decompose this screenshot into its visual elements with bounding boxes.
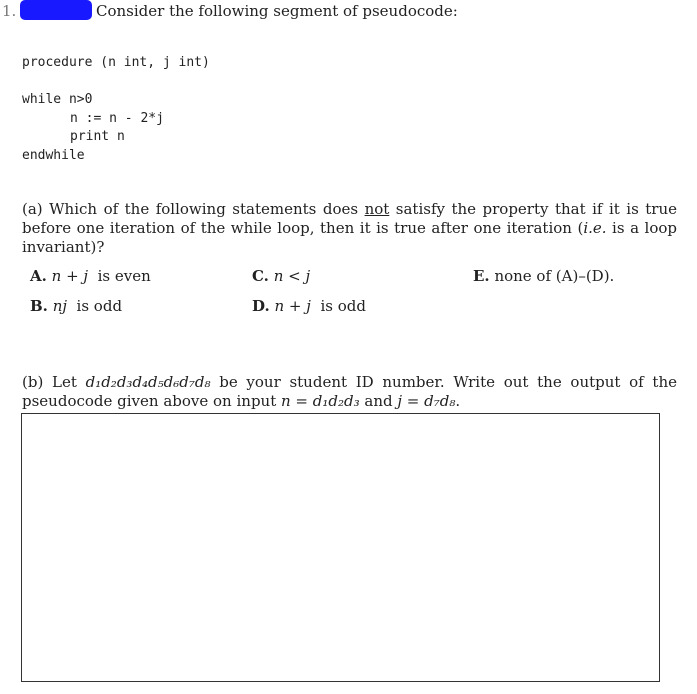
option-b-math: nj [52,297,67,315]
part-a-text-mid: satisfy the property that if it is true before one iteration of the while loop, then it is true after one iteration ( [22,200,678,237]
part-b-and: and [359,392,398,410]
option-e-text: none of (A)–(D). [494,267,615,285]
option-d-letter: D. [252,297,270,315]
code-line-endwhile: endwhile [22,148,85,163]
option-a-math: n + j [51,267,89,285]
answer-box[interactable] [21,413,660,682]
part-b-digits: d₁d₂d₃d₄d₅d₆d₇d₈ [85,373,211,391]
part-b-j-expr: j = d₇d₈ [397,392,456,410]
part-b-end: . [455,392,461,410]
option-c [252,267,310,285]
code-line-while: while n>0 [22,92,93,107]
part-b-text-mid: be your student ID number. Write out the output of the pseudocode given above on input [22,373,677,410]
question-number: 1. [2,2,17,20]
option-c-math: n < j [273,267,311,285]
question-intro: Consider the following segment of pseudocode: [96,2,458,20]
code-line-procedure: procedure (n int, j int) [22,55,210,70]
option-a [30,267,151,285]
code-line-assign: n := n - 2*j [70,111,164,126]
part-a-question [22,200,677,257]
part-b-n-expr: n = d₁d₂d₃ [281,392,360,410]
part-b-question [22,373,677,411]
part-a-ie: i.e. [583,219,607,237]
option-d-math: n + j [274,297,311,315]
option-a-letter: A. [30,267,47,285]
code-line-print: print n [70,129,125,144]
part-a-text-pre: (a) Which of the following statements does [22,200,365,218]
redacted-name-block [20,0,92,20]
part-a-text-post: is a loop invariant)? [22,219,678,256]
option-e [473,267,614,285]
part-b-text-pre: (b) Let [22,373,86,391]
option-b-text: is odd [76,297,123,315]
option-d [252,297,366,315]
option-b-letter: B. [30,297,48,315]
option-e-letter: E. [473,267,490,285]
option-a-text: is even [97,267,151,285]
option-c-letter: C. [252,267,269,285]
option-b [30,297,122,315]
part-a-underlined-not: not [364,200,390,218]
option-d-text: is odd [320,297,366,315]
